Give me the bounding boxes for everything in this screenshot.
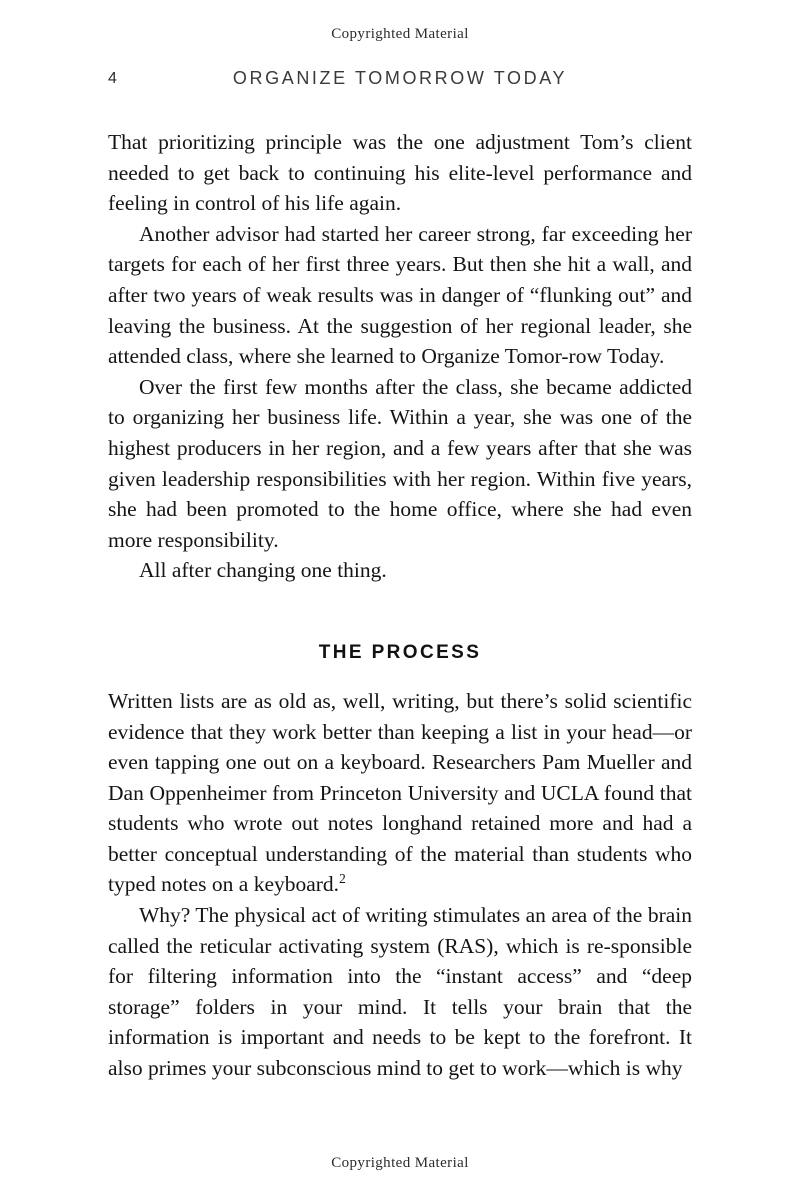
body-text-column <box>108 127 692 1084</box>
spacer <box>108 664 692 686</box>
paragraph: Over the first few months after the class, she became addicted to organizing her business life. Within a year, she was one of the highest producers in her region, and a few years after that she was given leadership responsibilities with her region. Within five years, she had been promoted to the home office, where she had even more responsibility. <box>108 374 692 552</box>
copyright-watermark-bottom: Copyrighted Material <box>331 1155 469 1171</box>
paragraph-text: Written lists are as old as, well, writing, but there’s solid scientific evidence that they work better than keeping a list in your head—or even tapping one out on a keyboard. Researchers Pam Mueller and Dan Oppenheimer from Princeton University and UCLA found that students who wrote out notes longhand retained more and had a better conceptual understanding of the material than students who typed notes on a keyboard. <box>108 688 692 897</box>
paragraph <box>108 686 692 900</box>
running-head <box>108 68 692 96</box>
paragraph: All after changing one thing. <box>139 558 387 583</box>
section-heading: THE PROCESS <box>318 641 482 663</box>
page-number: 4 <box>108 70 118 87</box>
copyright-watermark-top: Copyrighted Material <box>331 26 469 42</box>
paragraph: That prioritizing principle was the one adjustment Tom’s client needed to get back to continuing his elite-level performance and feeling in control of his life again. <box>108 130 692 216</box>
spacer <box>108 586 692 642</box>
paragraph: Another advisor had started her career strong, far exceeding her targets for each of her first three years. But then she hit a wall, and after two years of weak results was in danger of “flunking out” and leaving the business. At the suggestion of her regional leader, she attended class, where she learned to Organize Tomor-row Today. <box>108 221 692 369</box>
running-title: ORGANIZE TOMORROW TODAY <box>232 68 568 88</box>
paragraph: Why? The physical act of writing stimulates an area of the brain called the reticular activating system (RAS), which is re-sponsible for filtering information into the “instant access” and “deep storage” folders in your mind. It tells your brain that the information is important and needs to be kept to the forefront. It also primes your subconscious mind to get to work—which is why <box>108 903 692 1081</box>
footnote-marker: 2 <box>339 871 346 887</box>
